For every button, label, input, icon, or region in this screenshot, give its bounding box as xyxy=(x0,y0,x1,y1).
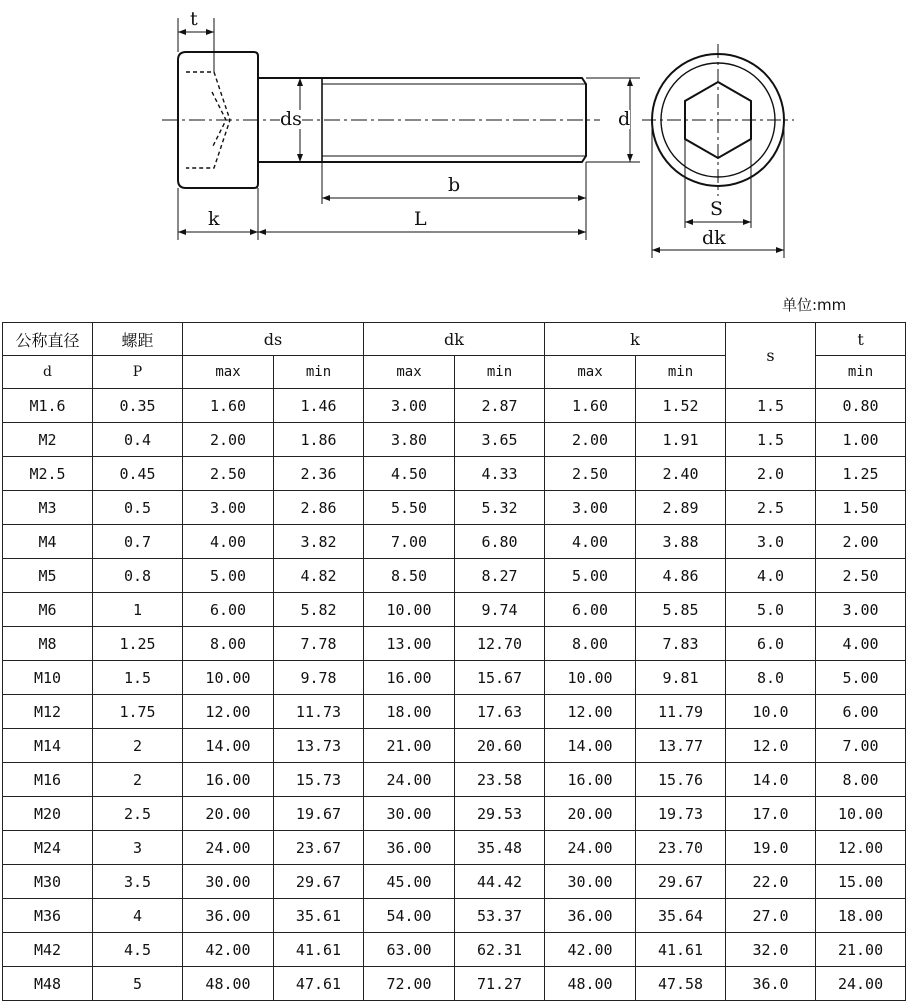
table-row xyxy=(3,933,906,967)
table-cell: 41.61 xyxy=(274,933,364,967)
header-k: k xyxy=(545,323,726,356)
table-row xyxy=(3,729,906,763)
table-cell: 8.27 xyxy=(455,559,545,593)
table-cell: 19.67 xyxy=(274,797,364,831)
cell-size: M8 xyxy=(3,627,93,661)
table-cell: 5 xyxy=(93,967,183,1001)
table-cell: 3.5 xyxy=(93,865,183,899)
table-cell: 14.00 xyxy=(183,729,274,763)
table-cell: 1 xyxy=(93,593,183,627)
table-cell: 1.25 xyxy=(93,627,183,661)
table-cell: 4.5 xyxy=(93,933,183,967)
table-cell: 2 xyxy=(93,763,183,797)
table-cell: 1.91 xyxy=(636,423,726,457)
table-cell: 36.00 xyxy=(183,899,274,933)
table-cell: 47.61 xyxy=(274,967,364,1001)
table-cell: 8.00 xyxy=(183,627,274,661)
table-cell: 2 xyxy=(93,729,183,763)
table-cell: 20.00 xyxy=(545,797,636,831)
table-cell: 15.73 xyxy=(274,763,364,797)
table-cell: 1.86 xyxy=(274,423,364,457)
cell-size: M5 xyxy=(3,559,93,593)
table-cell: 3.00 xyxy=(545,491,636,525)
cell-size: M36 xyxy=(3,899,93,933)
table-cell: 1.25 xyxy=(816,457,906,491)
table-cell: 1.60 xyxy=(545,389,636,423)
cell-size: M42 xyxy=(3,933,93,967)
table-cell: 24.00 xyxy=(183,831,274,865)
table-cell: 3.65 xyxy=(455,423,545,457)
header-dk: dk xyxy=(364,323,545,356)
table-cell: 17.0 xyxy=(726,797,816,831)
table-cell: 0.8 xyxy=(93,559,183,593)
table-row xyxy=(3,695,906,729)
table-cell: 2.50 xyxy=(816,559,906,593)
table-cell: 14.00 xyxy=(545,729,636,763)
table-cell: 0.45 xyxy=(93,457,183,491)
table-cell: 4.0 xyxy=(726,559,816,593)
table-cell: 5.50 xyxy=(364,491,455,525)
table-cell: 29.53 xyxy=(455,797,545,831)
unit-note: 单位:mm xyxy=(782,296,847,314)
table-row xyxy=(3,899,906,933)
table-cell: 1.60 xyxy=(183,389,274,423)
table-cell: 17.63 xyxy=(455,695,545,729)
table-row xyxy=(3,389,906,423)
table-cell: 6.0 xyxy=(726,627,816,661)
cell-size: M2 xyxy=(3,423,93,457)
table-cell: 36.00 xyxy=(545,899,636,933)
cell-size: M20 xyxy=(3,797,93,831)
table-cell: 48.00 xyxy=(545,967,636,1001)
table-cell: 30.00 xyxy=(364,797,455,831)
table-cell: 16.00 xyxy=(183,763,274,797)
table-cell: 15.76 xyxy=(636,763,726,797)
table-cell: 16.00 xyxy=(545,763,636,797)
table-cell: 18.00 xyxy=(364,695,455,729)
table-cell: 12.0 xyxy=(726,729,816,763)
header-ds: ds xyxy=(183,323,364,356)
cell-size: M10 xyxy=(3,661,93,695)
table-cell: 5.00 xyxy=(183,559,274,593)
cell-size: M4 xyxy=(3,525,93,559)
cell-size: M14 xyxy=(3,729,93,763)
table-cell: 1.75 xyxy=(93,695,183,729)
table-cell: 4.00 xyxy=(545,525,636,559)
table-cell: 2.36 xyxy=(274,457,364,491)
table-cell: 5.00 xyxy=(816,661,906,695)
cell-size: M16 xyxy=(3,763,93,797)
cell-size: M2.5 xyxy=(3,457,93,491)
header-ds-max: max xyxy=(183,356,274,389)
table-cell: 6.00 xyxy=(816,695,906,729)
dim-label-t: t xyxy=(190,8,198,30)
table-cell: 10.00 xyxy=(816,797,906,831)
table-cell: 2.87 xyxy=(455,389,545,423)
table-cell: 23.67 xyxy=(274,831,364,865)
table-cell: 9.81 xyxy=(636,661,726,695)
cell-size: M3 xyxy=(3,491,93,525)
table-cell: 1.52 xyxy=(636,389,726,423)
table-cell: 0.4 xyxy=(93,423,183,457)
table-cell: 3.0 xyxy=(726,525,816,559)
table-cell: 36.00 xyxy=(364,831,455,865)
table-cell: 8.00 xyxy=(545,627,636,661)
table-cell: 44.42 xyxy=(455,865,545,899)
table-cell: 19.73 xyxy=(636,797,726,831)
dim-label-k: k xyxy=(208,208,220,230)
table-cell: 4.50 xyxy=(364,457,455,491)
table-cell: 24.00 xyxy=(816,967,906,1001)
table-cell: 48.00 xyxy=(183,967,274,1001)
table-cell: 10.00 xyxy=(183,661,274,695)
table-cell: 9.78 xyxy=(274,661,364,695)
table-cell: 10.0 xyxy=(726,695,816,729)
table-cell: 62.31 xyxy=(455,933,545,967)
table-cell: 2.89 xyxy=(636,491,726,525)
table-row xyxy=(3,967,906,1001)
table-cell: 13.77 xyxy=(636,729,726,763)
table-cell: 45.00 xyxy=(364,865,455,899)
dim-label-L: L xyxy=(414,208,427,230)
table-row xyxy=(3,423,906,457)
table-cell: 47.58 xyxy=(636,967,726,1001)
table-cell: 6.00 xyxy=(545,593,636,627)
bolt-drawing-svg xyxy=(0,0,906,290)
table-cell: 3.88 xyxy=(636,525,726,559)
table-cell: 2.50 xyxy=(183,457,274,491)
bolt-technical-drawing xyxy=(0,0,906,290)
table-cell: 1.46 xyxy=(274,389,364,423)
cell-size: M12 xyxy=(3,695,93,729)
table-cell: 3.00 xyxy=(183,491,274,525)
table-cell: 10.00 xyxy=(545,661,636,695)
table-header-row xyxy=(3,323,906,356)
table-cell: 7.00 xyxy=(816,729,906,763)
header-dk-min: min xyxy=(455,356,545,389)
table-cell: 5.82 xyxy=(274,593,364,627)
table-cell: 7.83 xyxy=(636,627,726,661)
table-cell: 15.00 xyxy=(816,865,906,899)
table-cell: 0.35 xyxy=(93,389,183,423)
table-cell: 2.0 xyxy=(726,457,816,491)
header-t-min: min xyxy=(816,356,906,389)
table-cell: 19.0 xyxy=(726,831,816,865)
table-cell: 1.5 xyxy=(726,389,816,423)
table-cell: 9.74 xyxy=(455,593,545,627)
table-cell: 8.00 xyxy=(816,763,906,797)
table-cell: 54.00 xyxy=(364,899,455,933)
cell-size: M48 xyxy=(3,967,93,1001)
cell-size: M24 xyxy=(3,831,93,865)
header-pitch: 螺距 xyxy=(93,323,183,356)
dim-label-dk: dk xyxy=(702,227,726,249)
table-row xyxy=(3,763,906,797)
table-cell: 32.0 xyxy=(726,933,816,967)
header-dk-max: max xyxy=(364,356,455,389)
table-cell: 2.00 xyxy=(816,525,906,559)
table-cell: 23.58 xyxy=(455,763,545,797)
table-cell: 5.00 xyxy=(545,559,636,593)
table-cell: 29.67 xyxy=(274,865,364,899)
header-k-max: max xyxy=(545,356,636,389)
table-cell: 30.00 xyxy=(545,865,636,899)
table-cell: 0.5 xyxy=(93,491,183,525)
table-cell: 12.00 xyxy=(183,695,274,729)
table-cell: 53.37 xyxy=(455,899,545,933)
table-row xyxy=(3,661,906,695)
table-cell: 4.82 xyxy=(274,559,364,593)
table-cell: 22.0 xyxy=(726,865,816,899)
table-cell: 21.00 xyxy=(816,933,906,967)
table-cell: 12.70 xyxy=(455,627,545,661)
table-cell: 21.00 xyxy=(364,729,455,763)
bolt-dimension-table xyxy=(2,322,906,1001)
table-cell: 11.79 xyxy=(636,695,726,729)
table-cell: 23.70 xyxy=(636,831,726,865)
table-cell: 36.0 xyxy=(726,967,816,1001)
table-cell: 1.50 xyxy=(816,491,906,525)
cell-size: M1.6 xyxy=(3,389,93,423)
table-cell: 35.61 xyxy=(274,899,364,933)
table-row xyxy=(3,491,906,525)
table-row xyxy=(3,525,906,559)
table-row xyxy=(3,797,906,831)
table-row xyxy=(3,593,906,627)
table-cell: 4.00 xyxy=(183,525,274,559)
table-cell: 12.00 xyxy=(816,831,906,865)
header-k-min: min xyxy=(636,356,726,389)
header-t: t xyxy=(816,323,906,356)
dim-label-S: S xyxy=(710,198,724,220)
table-cell: 1.5 xyxy=(726,423,816,457)
table-cell: 30.00 xyxy=(183,865,274,899)
table-cell: 2.5 xyxy=(726,491,816,525)
table-cell: 14.0 xyxy=(726,763,816,797)
header-s: s xyxy=(726,323,816,389)
table-cell: 6.80 xyxy=(455,525,545,559)
table-cell: 8.50 xyxy=(364,559,455,593)
table-cell: 29.67 xyxy=(636,865,726,899)
header-p-symbol: P xyxy=(93,356,183,389)
dim-label-d: d xyxy=(618,108,631,130)
dim-label-b: b xyxy=(448,174,461,196)
table-cell: 63.00 xyxy=(364,933,455,967)
table-cell: 24.00 xyxy=(545,831,636,865)
table-row xyxy=(3,831,906,865)
table-cell: 11.73 xyxy=(274,695,364,729)
table-cell: 35.64 xyxy=(636,899,726,933)
table-cell: 24.00 xyxy=(364,763,455,797)
table-cell: 6.00 xyxy=(183,593,274,627)
table-cell: 41.61 xyxy=(636,933,726,967)
header-nominal-diameter: 公称直径 xyxy=(3,323,93,356)
table-cell: 1.00 xyxy=(816,423,906,457)
table-cell: 20.00 xyxy=(183,797,274,831)
table-cell: 42.00 xyxy=(183,933,274,967)
table-cell: 10.00 xyxy=(364,593,455,627)
table-row xyxy=(3,457,906,491)
table-cell: 20.60 xyxy=(455,729,545,763)
table-cell: 42.00 xyxy=(545,933,636,967)
cell-size: M6 xyxy=(3,593,93,627)
table-cell: 5.85 xyxy=(636,593,726,627)
table-cell: 2.00 xyxy=(545,423,636,457)
table-cell: 4 xyxy=(93,899,183,933)
table-cell: 72.00 xyxy=(364,967,455,1001)
table-cell: 1.5 xyxy=(93,661,183,695)
table-cell: 35.48 xyxy=(455,831,545,865)
table-cell: 4.86 xyxy=(636,559,726,593)
table-cell: 2.00 xyxy=(183,423,274,457)
table-cell: 8.0 xyxy=(726,661,816,695)
table-cell: 2.50 xyxy=(545,457,636,491)
table-row xyxy=(3,559,906,593)
table-cell: 2.86 xyxy=(274,491,364,525)
table-cell: 2.5 xyxy=(93,797,183,831)
table-row xyxy=(3,627,906,661)
table-cell: 13.00 xyxy=(364,627,455,661)
table-cell: 3.00 xyxy=(364,389,455,423)
table-cell: 0.7 xyxy=(93,525,183,559)
table-cell: 16.00 xyxy=(364,661,455,695)
table-cell: 71.27 xyxy=(455,967,545,1001)
table-cell: 13.73 xyxy=(274,729,364,763)
table-cell: 3 xyxy=(93,831,183,865)
header-ds-min: min xyxy=(274,356,364,389)
table-cell: 3.00 xyxy=(816,593,906,627)
table-row xyxy=(3,865,906,899)
table-cell: 7.78 xyxy=(274,627,364,661)
table-cell: 7.00 xyxy=(364,525,455,559)
table-cell: 2.40 xyxy=(636,457,726,491)
table-cell: 18.00 xyxy=(816,899,906,933)
table-cell: 4.00 xyxy=(816,627,906,661)
table-cell: 5.0 xyxy=(726,593,816,627)
table-cell: 12.00 xyxy=(545,695,636,729)
table-cell: 0.80 xyxy=(816,389,906,423)
table-cell: 3.82 xyxy=(274,525,364,559)
table-cell: 27.0 xyxy=(726,899,816,933)
table-cell: 15.67 xyxy=(455,661,545,695)
header-d-symbol: d xyxy=(3,356,93,389)
dim-label-ds: ds xyxy=(280,108,302,130)
cell-size: M30 xyxy=(3,865,93,899)
table-cell: 3.80 xyxy=(364,423,455,457)
table-cell: 4.33 xyxy=(455,457,545,491)
table-cell: 5.32 xyxy=(455,491,545,525)
